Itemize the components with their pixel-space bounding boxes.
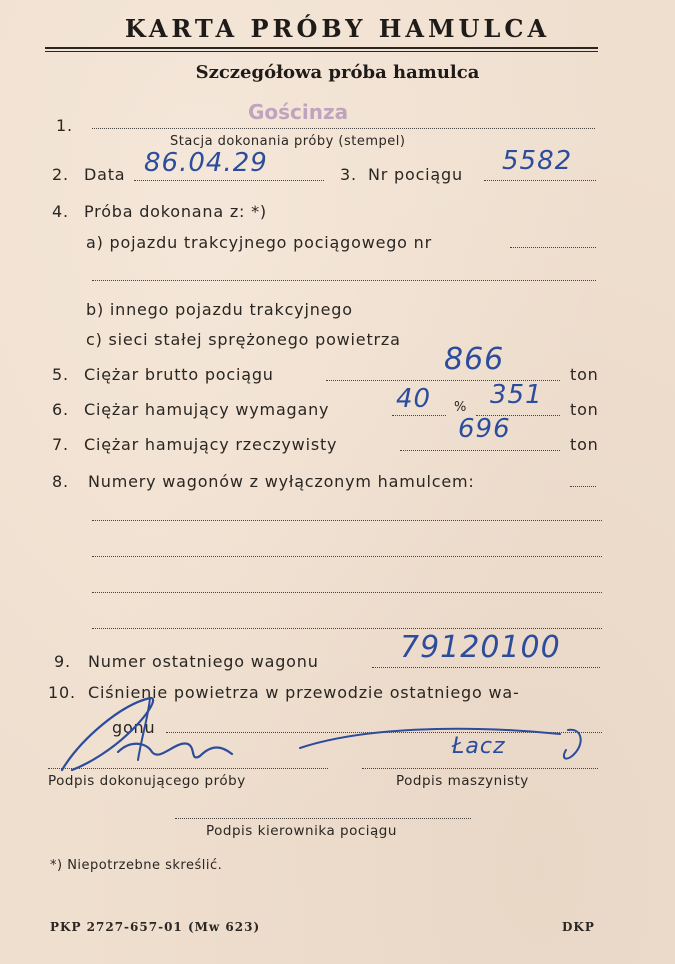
test-source-label: Próba dokonana z: *) [84, 202, 267, 221]
card-title: KARTA PRÓBY HAMULCA [124, 14, 551, 43]
footnote: *) Niepotrzebne skreślić. [50, 858, 223, 873]
field-2-number: 2. [52, 165, 69, 184]
last-wagon-value[interactable]: 79120100 [400, 630, 561, 665]
printer-mark: DKP [562, 920, 595, 934]
card-subtitle: Szczegółowa próba hamulca [195, 62, 480, 83]
option-c[interactable]: c) sieci stałej sprężonego powietrza [86, 330, 401, 349]
field-1-number: 1. [56, 116, 73, 135]
train-number-label: Nr pociągu [368, 165, 463, 184]
field-4-number: 4. [52, 202, 69, 221]
form-code: PKP 2727-657-01 (Mw 623) [50, 920, 261, 934]
actual-brake-weight-label: Ciężar hamujący rzeczywisty [84, 435, 338, 454]
field-8-number: 8. [52, 472, 69, 491]
air-pressure-label: Ciśnienie powietrza w przewodzie ostatniego wa- [88, 683, 520, 702]
train-number-value[interactable]: 5582 [502, 146, 573, 176]
field-5-number: 5. [52, 365, 69, 384]
option-a[interactable]: a) pojazdu trakcyjnego pociągowego nr [86, 233, 432, 252]
tester-signature-caption: Podpis dokonującego próby [48, 773, 246, 789]
field-3-number: 3. [340, 165, 357, 184]
conductor-signature-line[interactable] [175, 818, 471, 819]
driver-signature-caption: Podpis maszynisty [396, 773, 529, 789]
gross-weight-label: Ciężar brutto pociągu [84, 365, 274, 384]
percent-value[interactable]: 40 [396, 384, 432, 414]
last-wagon-label: Numer ostatniego wagonu [88, 652, 319, 671]
field-10-number: 10. [48, 683, 76, 702]
gross-weight-value[interactable]: 866 [444, 342, 505, 377]
disabled-brake-wagons-label: Numery wagonów z wyłączonym hamulcem: [88, 472, 475, 491]
actual-brake-weight-unit: ton [570, 435, 599, 454]
date-label: Data [84, 165, 126, 184]
station-stamp: Gościnza [248, 100, 349, 124]
actual-brake-weight-value[interactable]: 696 [458, 414, 511, 444]
required-brake-weight-unit: ton [570, 400, 599, 419]
field-7-number: 7. [52, 435, 69, 454]
required-brake-weight-label: Ciężar hamujący wymagany [84, 400, 330, 419]
field-9-number: 9. [54, 652, 71, 671]
gross-weight-unit: ton [570, 365, 599, 384]
conductor-signature-caption: Podpis kierownika pociągu [206, 823, 397, 839]
field-6-number: 6. [52, 400, 69, 419]
date-value[interactable]: 86.04.29 [144, 148, 268, 178]
driver-signature: Łacz [452, 734, 506, 759]
field-1-caption: Stacja dokonania próby (stempel) [170, 134, 406, 149]
air-pressure-label-cont: gonu [112, 718, 156, 737]
percent-sign: % [454, 400, 468, 415]
required-brake-weight-value[interactable]: 351 [490, 380, 543, 410]
option-b[interactable]: b) innego pojazdu trakcyjnego [86, 300, 353, 319]
